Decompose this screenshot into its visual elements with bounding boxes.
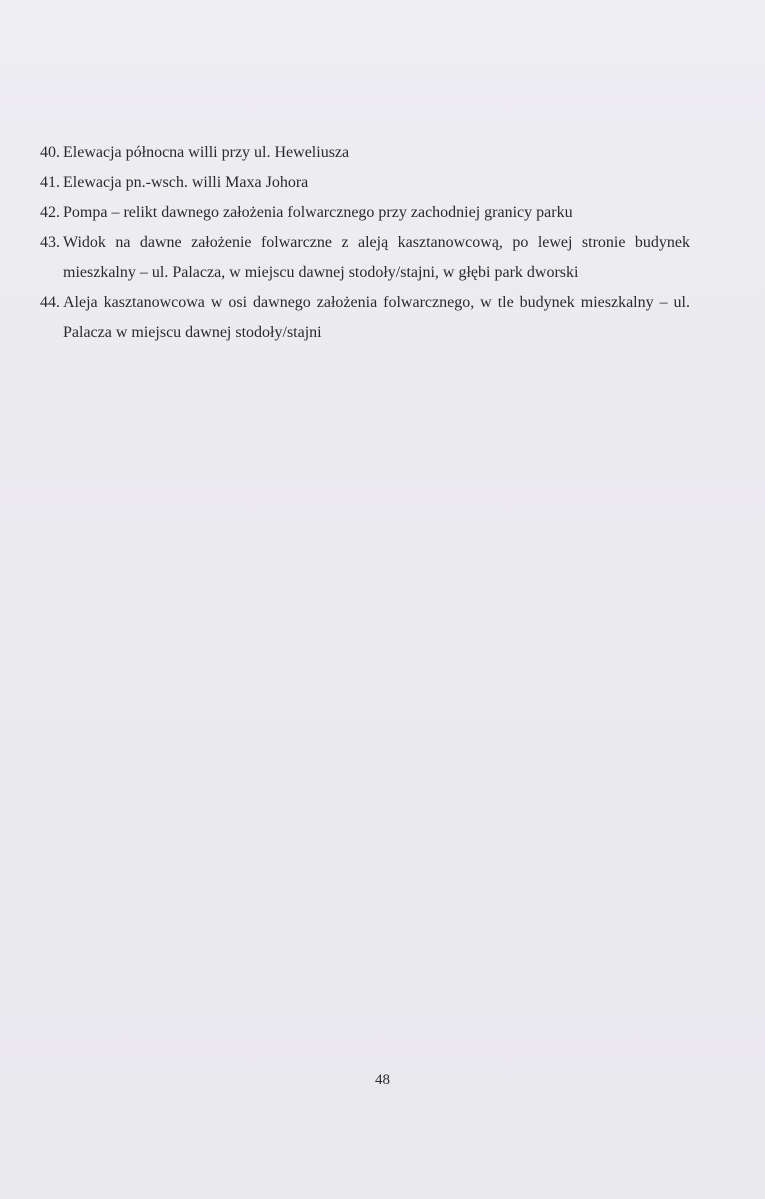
caption-number: 42.: [40, 204, 60, 221]
caption-number: 41.: [40, 174, 60, 191]
caption-text: Pompa – relikt dawnego założenia folwarcznego przy zachodniej granicy parku: [63, 204, 573, 221]
caption-item: [40, 228, 690, 288]
caption-text: Elewacja pn.-wsch. willi Maxa Johora: [63, 174, 309, 191]
caption-number: 43.: [40, 234, 60, 251]
caption-text: Elewacja północna willi przy ul. Heweliusza: [63, 144, 350, 161]
caption-item: [40, 168, 690, 198]
caption-number: 44.: [40, 294, 60, 311]
illustration-caption-list: [40, 138, 690, 348]
caption-item: [40, 198, 690, 228]
caption-text: Widok na dawne założenie folwarczne z aleją kasztanowcową, po lewej stronie budynek mieszkalny – ul. Palacza, w miejscu dawnej stodoły/stajni, w głębi park dworski: [63, 234, 690, 281]
caption-item: [40, 138, 690, 168]
caption-text: Aleja kasztanowcowa w osi dawnego założenia folwarcznego, w tle budynek mieszkalny – ul. Palacza w miejscu dawnej stodoły/stajni: [63, 294, 690, 341]
page-number: 48: [375, 1072, 390, 1088]
caption-item: [40, 288, 690, 348]
caption-number: 40.: [40, 144, 60, 161]
